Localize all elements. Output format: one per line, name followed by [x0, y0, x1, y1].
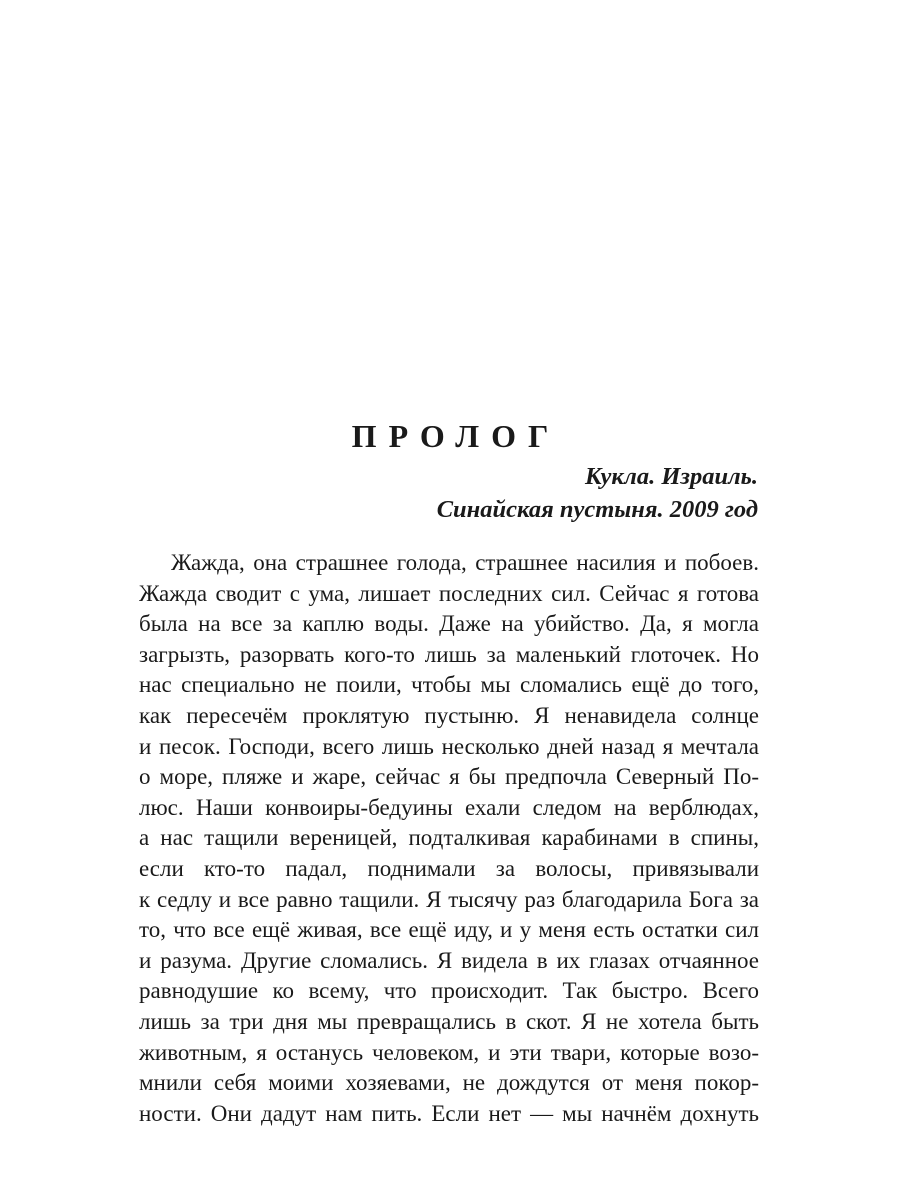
- text-line: а нас тащили вереницей, подталкивая карабинами в спины,: [139, 825, 759, 851]
- text-line: ности. Они дадут нам пить. Если нет — мы начнём дохнуть: [139, 1100, 759, 1126]
- text-line: была на все за каплю воды. Даже на убийство. Да, я могла: [139, 611, 759, 637]
- text-line: равнодушие ко всему, что происходит. Так быстро. Всего: [139, 978, 759, 1004]
- text-line: мнили себя моими хозяевами, не дождутся от меня покор-: [139, 1070, 759, 1096]
- text-line: люс. Наши конвоиры-бедуины ехали следом на верблюдах,: [139, 794, 759, 820]
- text-line: животным, я останусь человеком, и эти твари, которые возо-: [139, 1039, 759, 1065]
- text-line: и песок. Господи, всего лишь несколько дней назад я мечтала: [139, 733, 759, 759]
- text-line: нас специально не поили, чтобы мы сломались ещё до того,: [139, 672, 759, 698]
- text-line: то, что все ещё живая, все ещё иду, и у меня есть остатки сил: [139, 917, 759, 943]
- text-line: загрызть, разорвать кого-то лишь за маленький глоточек. Но: [139, 641, 759, 667]
- text-line: к седлу и все равно тащили. Я тысячу раз благодарила Бога за: [139, 886, 759, 912]
- epigraph-line-2: Синайская пустыня. 2009 год: [436, 496, 758, 523]
- text-line: как пересечём проклятую пустыню. Я ненавидела солнце: [139, 702, 759, 728]
- body-text: [139, 548, 759, 1129]
- epigraph-line-1: Кукла. Израиль.: [584, 463, 758, 490]
- text-line: если кто-то падал, поднимали за волосы, привязывали: [139, 855, 759, 881]
- epigraph: [437, 460, 758, 526]
- text-line: о море, пляже и жаре, сейчас я бы предпочла Северный По-: [139, 764, 759, 790]
- text-line: лишь за три дня мы превращались в скот. Я не хотела быть: [139, 1008, 759, 1034]
- text-line: и разума. Другие сломались. Я видела в их глазах отчаянное: [139, 947, 759, 973]
- text-line: Жажда, она страшнее голода, страшнее насилия и побоев.: [171, 550, 759, 575]
- text-line: Жажда сводит с ума, лишает последних сил. Сейчас я готова: [139, 580, 759, 606]
- chapter-title: ПРОЛОГ: [351, 418, 561, 454]
